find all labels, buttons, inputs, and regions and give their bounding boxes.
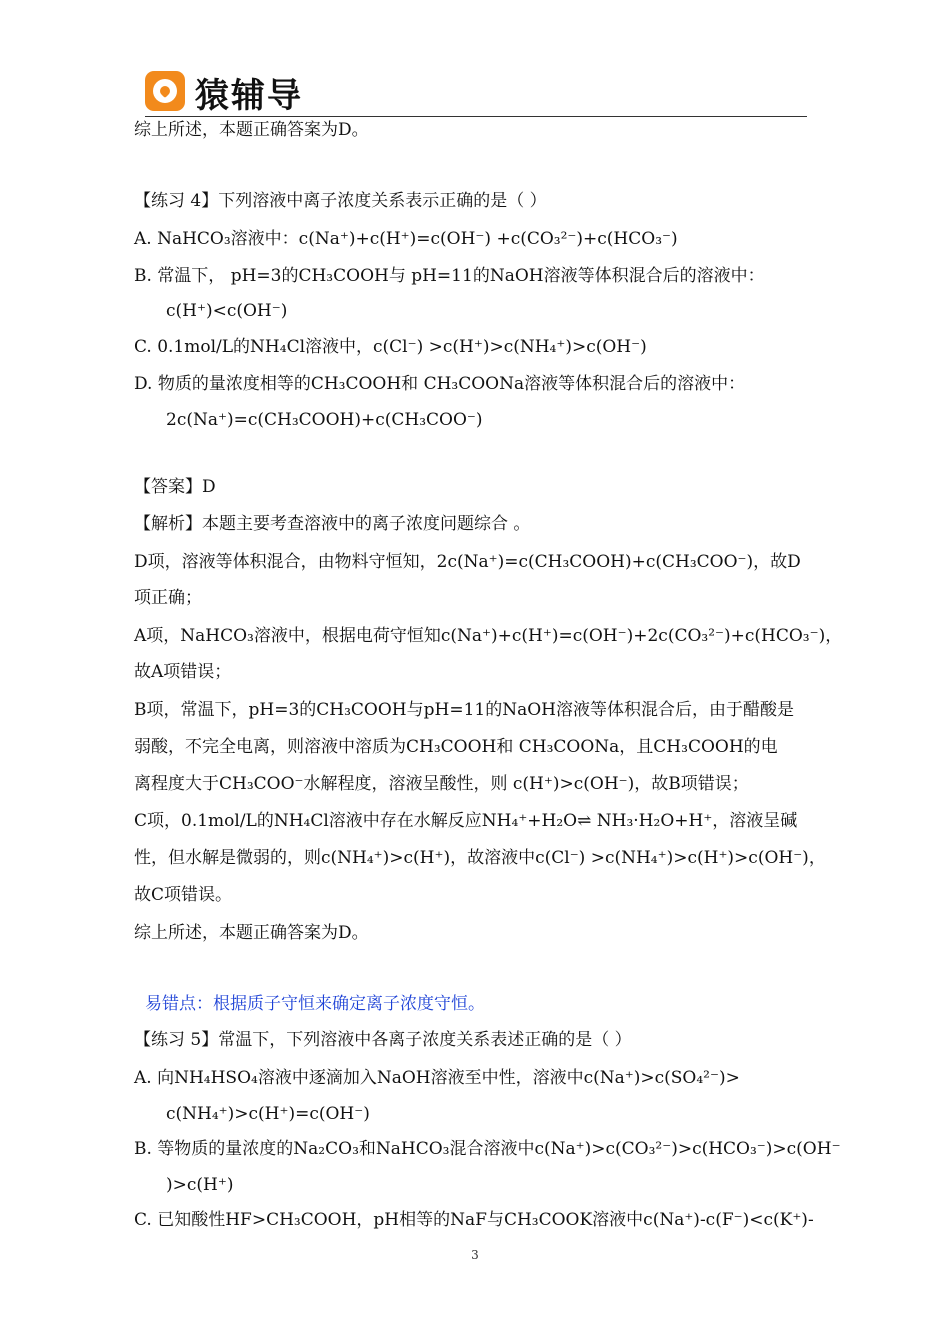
analysis-heading: 【解析】本题主要考查溶液中的离子浓度问题综合 。	[134, 514, 531, 534]
exercise-4-option-d-cont: 2c(Na⁺)=c(CH₃COOH)+c(CH₃COO⁻)	[166, 410, 483, 430]
exercise-4-option-a: A. NaHCO₃溶液中：c(Na⁺)+c(H⁺)=c(OH⁻) +c(CO₃²⁻)+c(HCO₃⁻)	[134, 229, 678, 249]
conclusion-line: 综上所述，本题正确答案为D。	[134, 120, 369, 140]
page-number: 3	[471, 1248, 479, 1262]
exercise-5-question: 【练习 5】常温下，下列溶液中各离子浓度关系表述正确的是（ ）	[134, 1030, 632, 1050]
conclusion-line: 综上所述，本题正确答案为D。	[134, 923, 369, 943]
analysis-line: 性，但水解是微弱的，则c(NH₄⁺)>c(H⁺)，故溶液中c(Cl⁻) >c(NH₄⁺)>c(H⁺)>c(OH⁻)，	[134, 848, 826, 868]
brand-name: 猿辅导	[195, 76, 303, 116]
common-mistake-note: 易错点：根据质子守恒来确定离子浓度守恒。	[145, 994, 485, 1014]
analysis-line: 项正确；	[134, 588, 202, 608]
exercise-5-option-c: C. 已知酸性HF>CH₃COOH，pH相等的NaF与CH₃COOK溶液中c(Na⁺)-c(F⁻)<c(K⁺)-	[134, 1210, 814, 1230]
analysis-line: C项，0.1mol/L的NH₄Cl溶液中存在水解反应NH₄⁺+H₂O⇌ NH₃·H₂O+H⁺，溶液呈碱	[134, 811, 798, 831]
exercise-5-option-a: A. 向NH₄HSO₄溶液中逐滴加入NaOH溶液至中性，溶液中c(Na⁺)>c(SO₄²⁻)>	[134, 1068, 740, 1088]
exercise-5-option-b: B. 等物质的量浓度的Na₂CO₃和NaHCO₃混合溶液中c(Na⁺)>c(CO₃²⁻)>c(HCO₃⁻)>c(OH⁻	[134, 1139, 841, 1159]
analysis-line: 离程度大于CH₃COO⁻水解程度，溶液呈酸性，则 c(H⁺)>c(OH⁻)，故B项错误；	[134, 774, 749, 794]
analysis-line: 弱酸，不完全电离，则溶液中溶质为CH₃COOH和 CH₃COONa，且CH₃COOH的电	[134, 737, 778, 757]
exercise-4-option-d: D. 物质的量浓度相等的CH₃COOH和 CH₃COONa溶液等体积混合后的溶液中：	[134, 374, 746, 394]
analysis-line: 故A项错误；	[134, 662, 232, 682]
exercise-4-option-b-cont: c(H⁺)<c(OH⁻)	[166, 301, 288, 321]
analysis-line: B项，常温下，pH=3的CH₃COOH与pH=11的NaOH溶液等体积混合后，由于醋酸是	[134, 700, 794, 720]
analysis-line: 故C项错误。	[134, 885, 233, 905]
brand-logo-icon	[145, 71, 185, 111]
exercise-4-option-b: B. 常温下， pH=3的CH₃COOH与 pH=11的NaOH溶液等体积混合后的溶液中：	[134, 266, 765, 286]
page-header	[145, 68, 807, 118]
answer-line: 【答案】D	[134, 477, 216, 497]
analysis-line: A项，NaHCO₃溶液中，根据电荷守恒知c(Na⁺)+c(H⁺)=c(OH⁻)+2c(CO₃²⁻)+c(HCO₃⁻)，	[134, 626, 843, 646]
analysis-line: D项，溶液等体积混合，由物料守恒知，2c(Na⁺)=c(CH₃COOH)+c(CH₃COO⁻)，故D	[134, 552, 801, 572]
exercise-4-option-c: C. 0.1mol/L的NH₄Cl溶液中，c(Cl⁻) >c(H⁺)>c(NH₄⁺)>c(OH⁻)	[134, 337, 647, 357]
exercise-5-option-a-cont: c(NH₄⁺)>c(H⁺)=c(OH⁻)	[166, 1104, 370, 1124]
exercise-4-question: 【练习 4】下列溶液中离子浓度关系表示正确的是（ ）	[134, 191, 547, 211]
exercise-5-option-b-cont: )>c(H⁺)	[166, 1175, 234, 1195]
header-divider	[145, 116, 807, 117]
